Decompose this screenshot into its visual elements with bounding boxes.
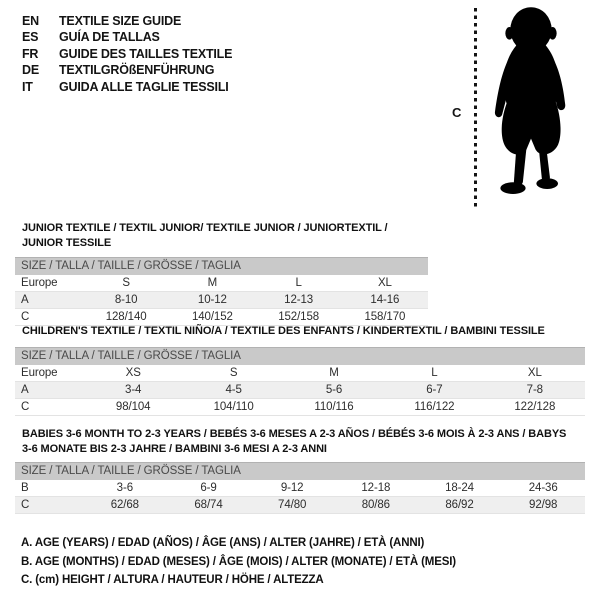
language-code: IT <box>22 79 33 94</box>
table-cell: 86/92 <box>445 499 474 511</box>
language-row <box>22 29 232 45</box>
table-size-header: SIZE / TALLA / TAILLE / GRÖSSE / TAGLIA <box>15 462 585 480</box>
table-cell: 3-4 <box>125 384 142 396</box>
language-row <box>22 13 232 29</box>
table-cell: 3-6 <box>116 482 133 494</box>
language-code: ES <box>22 30 39 45</box>
table-cell: 68/74 <box>194 499 223 511</box>
table-cell: XL <box>527 367 542 379</box>
row-label: A <box>21 384 29 396</box>
table-cell: 18-24 <box>445 482 474 494</box>
language-label: TEXTILE SIZE GUIDE <box>59 14 182 28</box>
footnote-line: B. AGE (MONTHS) / EDAD (MESES) / ÂGE (MOIS) / ALTER (MONATE) / ETÀ (MESI) <box>21 555 456 568</box>
table-cell: 8-10 <box>114 294 138 306</box>
table-cell: 6-9 <box>200 482 217 494</box>
table-cell: 98/104 <box>115 401 151 413</box>
table-cell: 5-6 <box>325 384 343 396</box>
size-table-junior <box>15 221 428 326</box>
row-label: C <box>21 401 30 413</box>
table-cell: M <box>207 277 218 289</box>
table-cell: 4-5 <box>225 384 242 396</box>
table-size-header: SIZE / TALLA / TAILLE / GRÖSSE / TAGLIA <box>15 257 428 275</box>
footnote-line: A. AGE (YEARS) / EDAD (AÑOS) / ÂGE (ANS) / ALTER (JAHRE) / ETÀ (ANNI) <box>21 537 425 549</box>
language-row <box>22 62 232 78</box>
table-cell: 140/152 <box>191 311 233 323</box>
table-cell: XL <box>377 277 392 289</box>
table-cell: S <box>229 367 238 379</box>
footnote-line: C. (cm) HEIGHT / ALTURA / HAUTEUR / HÖHE / ALTEZZA <box>21 574 324 587</box>
table-cell: L <box>431 367 438 379</box>
table-cell: 122/128 <box>514 401 556 413</box>
table-row <box>15 480 585 497</box>
table-cell: 14-16 <box>370 294 400 306</box>
baby-silhouette-icon <box>486 5 576 211</box>
table-cell: 6-7 <box>426 384 443 396</box>
language-label: GUÍA DE TALLAS <box>59 30 160 45</box>
table-cell: 7-8 <box>526 384 543 396</box>
table-cell: 158/170 <box>364 311 406 323</box>
table-row <box>15 275 428 292</box>
table-cell: 152/158 <box>278 311 320 323</box>
table-row <box>15 365 585 382</box>
row-label: B <box>21 482 29 494</box>
language-code: FR <box>22 46 39 61</box>
language-code: DE <box>22 63 39 78</box>
table-cell: 110/116 <box>314 401 354 413</box>
row-label: C <box>21 499 30 511</box>
table-cell: 116/122 <box>414 401 455 413</box>
table-title: CHILDREN'S TEXTILE / TEXTIL NIÑO/A / TEXTILE DES ENFANTS / KINDERTEXTIL / BAMBINI TESSILE <box>22 325 545 337</box>
table-cell: 12-13 <box>284 294 314 306</box>
table-title: BABIES 3-6 MONTH TO 2-3 YEARS / BEBÉS 3-6 MESES A 2-3 AÑOS / BÉBÉS 3-6 MOIS À 2-3 ANS / BABYS 3-6 MONATE BIS 2-3 JAHRE / BAMBINI 3-6 MESI A 2-3 ANNI <box>22 428 567 455</box>
table-cell: S <box>122 277 130 289</box>
row-label: C <box>21 311 30 323</box>
table-size-header: SIZE / TALLA / TAILLE / GRÖSSE / TAGLIA <box>15 347 585 365</box>
table-title: JUNIOR TEXTILE / TEXTIL JUNIOR/ TEXTILE JUNIOR / JUNIORTEXTIL / JUNIOR TESSILE <box>22 222 388 249</box>
language-label: GUIDE DES TAILLES TEXTILE <box>59 46 233 61</box>
language-list <box>22 13 232 95</box>
footnote-list <box>21 534 456 590</box>
language-row <box>22 46 232 62</box>
table-cell: 10-12 <box>197 294 227 306</box>
size-table-children <box>15 324 585 416</box>
language-label: TEXTILGRÖßENFÜHRUNG <box>59 63 215 78</box>
table-row <box>15 292 428 309</box>
table-cell: 92/98 <box>529 499 558 511</box>
row-label: Europe <box>21 277 58 289</box>
height-label-c: C <box>452 105 462 120</box>
table-row <box>15 399 585 416</box>
row-label: Europe <box>21 367 58 379</box>
table-cell: 80/86 <box>361 499 390 511</box>
table-cell: 9-12 <box>280 482 304 494</box>
table-cell: XS <box>125 367 141 379</box>
table-cell: 62/68 <box>110 499 139 511</box>
table-cell: 74/80 <box>278 499 307 511</box>
size-table-babies <box>15 427 585 514</box>
table-row <box>15 497 585 514</box>
height-measure-dotted-line <box>474 8 477 210</box>
table-cell: 24-36 <box>528 482 558 494</box>
row-label: A <box>21 294 29 306</box>
table-cell: M <box>329 367 339 379</box>
language-row <box>22 79 232 95</box>
table-cell: 128/140 <box>105 311 147 323</box>
table-cell: L <box>295 277 302 289</box>
table-cell: 104/110 <box>213 401 254 413</box>
table-row <box>15 382 585 399</box>
language-label: GUIDA ALLE TAGLIE TESSILI <box>59 79 229 94</box>
language-code: EN <box>22 14 39 28</box>
table-cell: 12-18 <box>361 482 391 494</box>
